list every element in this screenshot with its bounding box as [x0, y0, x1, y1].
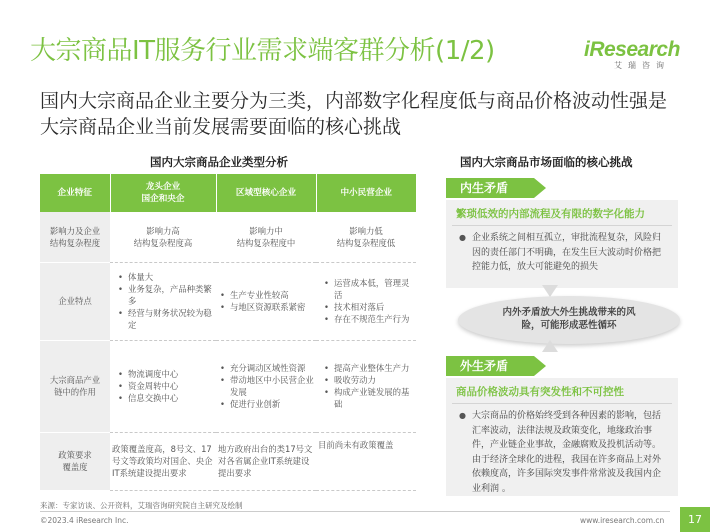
table-row: [40, 340, 416, 432]
table-cell: [316, 262, 416, 340]
row-head: 影响力及企业 结构复杂程度: [40, 212, 110, 262]
list-item: • 构成产业链发展的基础: [332, 386, 416, 410]
list-item: • 吸收劳动力: [332, 374, 416, 386]
list-item: • 带动地区中小民营企业发展: [228, 374, 316, 398]
list-item: • 与地区资源联系紧密: [228, 301, 316, 313]
list-item: • 运营成本低，管理灵活: [332, 277, 416, 301]
footer-divider: [40, 511, 670, 512]
table-header: 企业特征: [40, 174, 110, 212]
middle-text: 内外矛盾放大外生挑战带来的风险，可能形成恶性循环: [502, 307, 636, 331]
table-cell: 影响力低 结构复杂程度低: [316, 212, 416, 262]
middle-ellipse: [458, 296, 680, 344]
row-head: 大宗商品产业 链中的作用: [40, 340, 110, 432]
table-cell: 影响力高 结构复杂程度高: [110, 212, 216, 262]
arrow-up-icon: [540, 340, 560, 354]
table-row: [40, 262, 416, 340]
table-header-row: [40, 174, 416, 212]
table-cell: [110, 262, 216, 340]
internal-box: [446, 200, 678, 288]
list-item: • 充分调动区域性资源: [228, 362, 316, 374]
source-note: 来源：专家访谈、公开资料，艾瑞咨询研究院自主研究及绘制: [40, 501, 243, 510]
page-subtitle: 国内大宗商品企业主要分为三类，内部数字化程度低与商品价格波动性强是大宗商品企业当前发展需要面临的核心挑战: [40, 90, 668, 138]
table-cell: [216, 262, 316, 340]
external-box: [446, 378, 678, 496]
external-tag: 外生矛盾: [446, 356, 534, 376]
list-item: • 资金周转中心: [126, 380, 216, 392]
table-cell: 地方政府出台的类17号文对各省属企业IT系统建设提出要求: [216, 432, 316, 490]
table-cell: 影响力中 结构复杂程度中: [216, 212, 316, 262]
list-item: • 生产专业性较高: [228, 289, 316, 301]
row-head: 企业特点: [40, 262, 110, 340]
table-cell: [216, 340, 316, 432]
table-row: [40, 432, 416, 490]
copyright: ©2023.4 iResearch Inc.: [40, 516, 129, 525]
table-cell: 政策覆盖度高，8号文、17号文等政策均对国企、央企IT系统建设提出要求: [110, 432, 216, 490]
table-cell: [316, 340, 416, 432]
internal-point: ● 企业系统之间相互孤立，审批流程复杂，风险归因的责任部门不明确，在发生巨大波动时价格把控能力低，放大可能避免的损失: [472, 231, 668, 275]
external-heading: 商品价格波动具有突发性和不可控性: [456, 386, 624, 398]
list-item: • 技术相对落后: [332, 301, 416, 313]
table-header: 中小民营企业: [316, 174, 416, 212]
iresearch-logo: [584, 38, 684, 71]
internal-tag: 内生矛盾: [446, 178, 534, 198]
table-header: 区域型核心企业: [216, 174, 316, 212]
logo-word: iResearch: [584, 38, 680, 61]
list-item: • 体量大: [126, 271, 216, 283]
page-number: 17: [680, 507, 710, 532]
list-item: • 业务复杂，产品种类繁多: [126, 283, 216, 307]
enterprise-type-table: [40, 174, 416, 491]
page-title: 大宗商品IT服务行业需求端客群分析(1/2): [30, 36, 495, 66]
right-section-title: 国内大宗商品市场面临的核心挑战: [460, 155, 633, 169]
list-item: • 存在不规范生产行为: [332, 313, 416, 325]
left-section-title: 国内大宗商品企业类型分析: [150, 155, 288, 169]
table-cell: 目前尚未有政策覆盖: [316, 432, 416, 490]
row-head: 政策要求 覆盖度: [40, 432, 110, 490]
list-item: • 促进行业创新: [228, 398, 316, 410]
list-item: • 物流调度中心: [126, 368, 216, 380]
table-row: [40, 212, 416, 262]
internal-heading: 繁琐低效的内部流程及有限的数字化能力: [456, 208, 645, 220]
list-item: • 提高产业整体生产力: [332, 362, 416, 374]
table-cell: [110, 340, 216, 432]
list-item: • 经营与财务状况较为稳定: [126, 307, 216, 331]
list-item: • 信息交换中心: [126, 392, 216, 404]
external-point: ● 大宗商品的价格始终受到各种因素的影响，包括汇率波动，法律法规及政策变化，地缘政治事件，产业链企业事故，金融腐败及投机活动等。由于经济全球化的进程，我国在许多商品上对外依赖度高，许多国际突发事件常常波及我国内企业利润 。: [472, 409, 668, 496]
logo-sub: 艾瑞咨询: [614, 61, 670, 70]
table-header: 龙头企业 国企和央企: [110, 174, 216, 212]
website-link[interactable]: www.iresearch.com.cn: [580, 516, 665, 525]
